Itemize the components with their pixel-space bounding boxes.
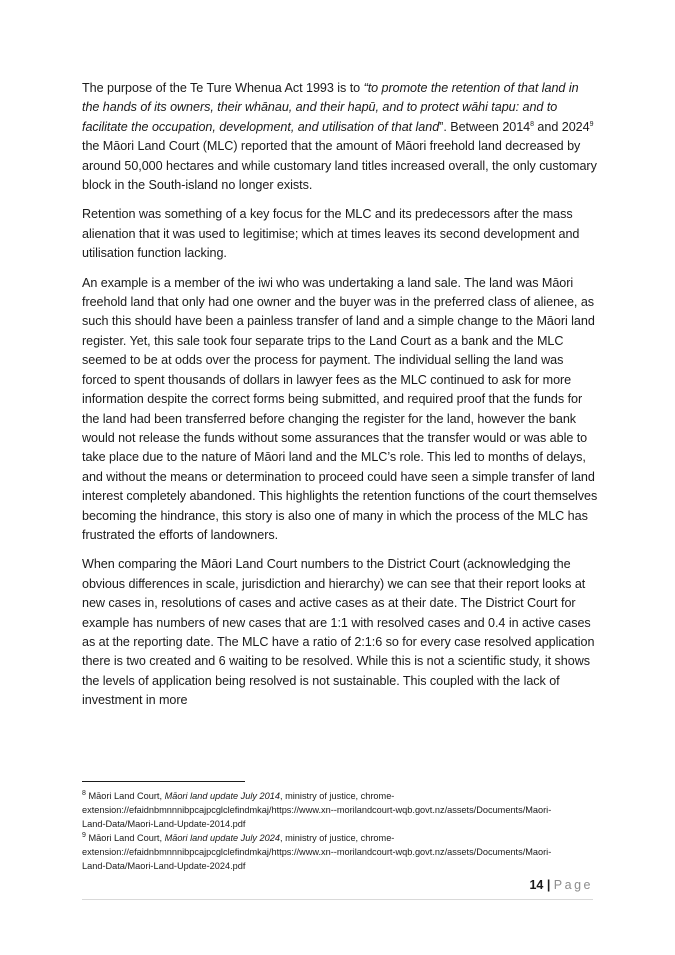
- paragraph-purpose: [82, 79, 598, 195]
- paragraph-purpose-rest: the Māori Land Court (MLC) reported that the amount of Māori freehold land decreased by around 50,000 hectares and while customary land titles increased overall, the only customary block in the South-island no longer exists.: [82, 139, 597, 193]
- page-number: [529, 878, 593, 892]
- footnote-8-source[interactable]: , ministry of justice, chrome-extension://efaidnbmnnnibpcajpcglclefindmkaj/https://www.xn--morilandcourt-wqb.govt.nz/assets/Documents/Maori-Land-Data/Maori-Land-Update-2014.pdf: [82, 791, 552, 830]
- footnotes: [82, 789, 552, 874]
- footnote-9-marker: 9: [82, 832, 86, 840]
- footnote-divider: [82, 781, 245, 782]
- footnote-8-marker: 8: [82, 789, 86, 797]
- footnote-9-author: Māori Land Court,: [85, 833, 165, 844]
- footnote-9-source[interactable]: , ministry of justice, chrome-extension://efaidnbmnnnibpcajpcglclefindmkaj/https://www.xn--morilandcourt-wqb.govt.nz/assets/Documents/Maori-Land-Data/Maori-Land-Update-2024.pdf: [82, 833, 552, 872]
- paragraph-purpose-between: ”. Between 2014: [439, 119, 531, 134]
- paragraph-example: An example is a member of the iwi who was undertaking a land sale. The land was Māori freehold land that only had one owner and the buyer was in the preferred class of alienee, as such this should have been a painless transfer of land and a simple change to the Māori land register. Yet, this sale took four separate trips to the Land Court as a bank and the MLC seemed to be at odds over the process for payment. The individual selling the land was forced to spent thousands of dollars in lawyer fees as the MLC continued to ask for more information despite the correct forms being submitted, and required proof that the funds for the land had been transferred before changing the register for the land, however the bank would not release the funds without some assurances that the transfer would or was able to take place due to the nature of Māori land and the MLC’s role. This led to months of delays, and without the means or determination to proceed could have seen a simple transfer of land interest completely abandoned. This highlights the retention functions of the court themselves becoming the hindrance, this story is also one of many in which the process of the MLC has frustrated the efforts of landowners.: [82, 275, 598, 542]
- paragraph-comparison: When comparing the Māori Land Court numbers to the District Court (acknowledging the obvious differences in scale, jurisdiction and hierarchy) we can see that their report looks at new cases in, resolutions of cases and active cases as at their date. The District Court for example has numbers of new cases that are 1:1 with resolved cases and 0.4 in active cases as at the reporting date. The MLC have a ratio of 2:1:6 so for every case resolved application there is two created and 6 waiting to be resolved. While this is not a scientific study, it shows the levels of application being resolved is not sustainable. This coupled with the lack of investment in more: [82, 557, 595, 708]
- footnote-8-title: Māori land update July 2014: [164, 791, 280, 801]
- page-number-separator: |: [543, 878, 554, 892]
- page-number-value: 14: [529, 878, 544, 892]
- footer-divider: [82, 899, 593, 900]
- act-quote: “to promote the retention of that land in the hands of its owners, their whānau, and their hapū, and to protect wāhi tapu: and to facilitate the occupation, development, and utilisation of that land: [82, 81, 579, 134]
- footnote-8: [82, 789, 552, 831]
- footnote-ref-8[interactable]: 8: [530, 120, 534, 128]
- paragraph-purpose-intro: The purpose of the Te Ture Whenua Act 1993 is to: [82, 81, 364, 95]
- footnote-ref-9[interactable]: 9: [589, 120, 594, 128]
- footnote-9: [82, 831, 552, 873]
- paragraph-retention: Retention was something of a key focus for the MLC and its predecessors after the mass alienation that it was used to legitimise; which at times leaves its second development and utilisation function lacking.: [82, 207, 580, 261]
- paragraph-purpose-and: and 2024: [533, 119, 590, 134]
- page-label: Page: [553, 878, 593, 892]
- body-text: [82, 79, 598, 721]
- footnote-8-author: Māori Land Court,: [85, 791, 165, 801]
- footnote-9-title: Māori land update July 2024: [164, 833, 280, 844]
